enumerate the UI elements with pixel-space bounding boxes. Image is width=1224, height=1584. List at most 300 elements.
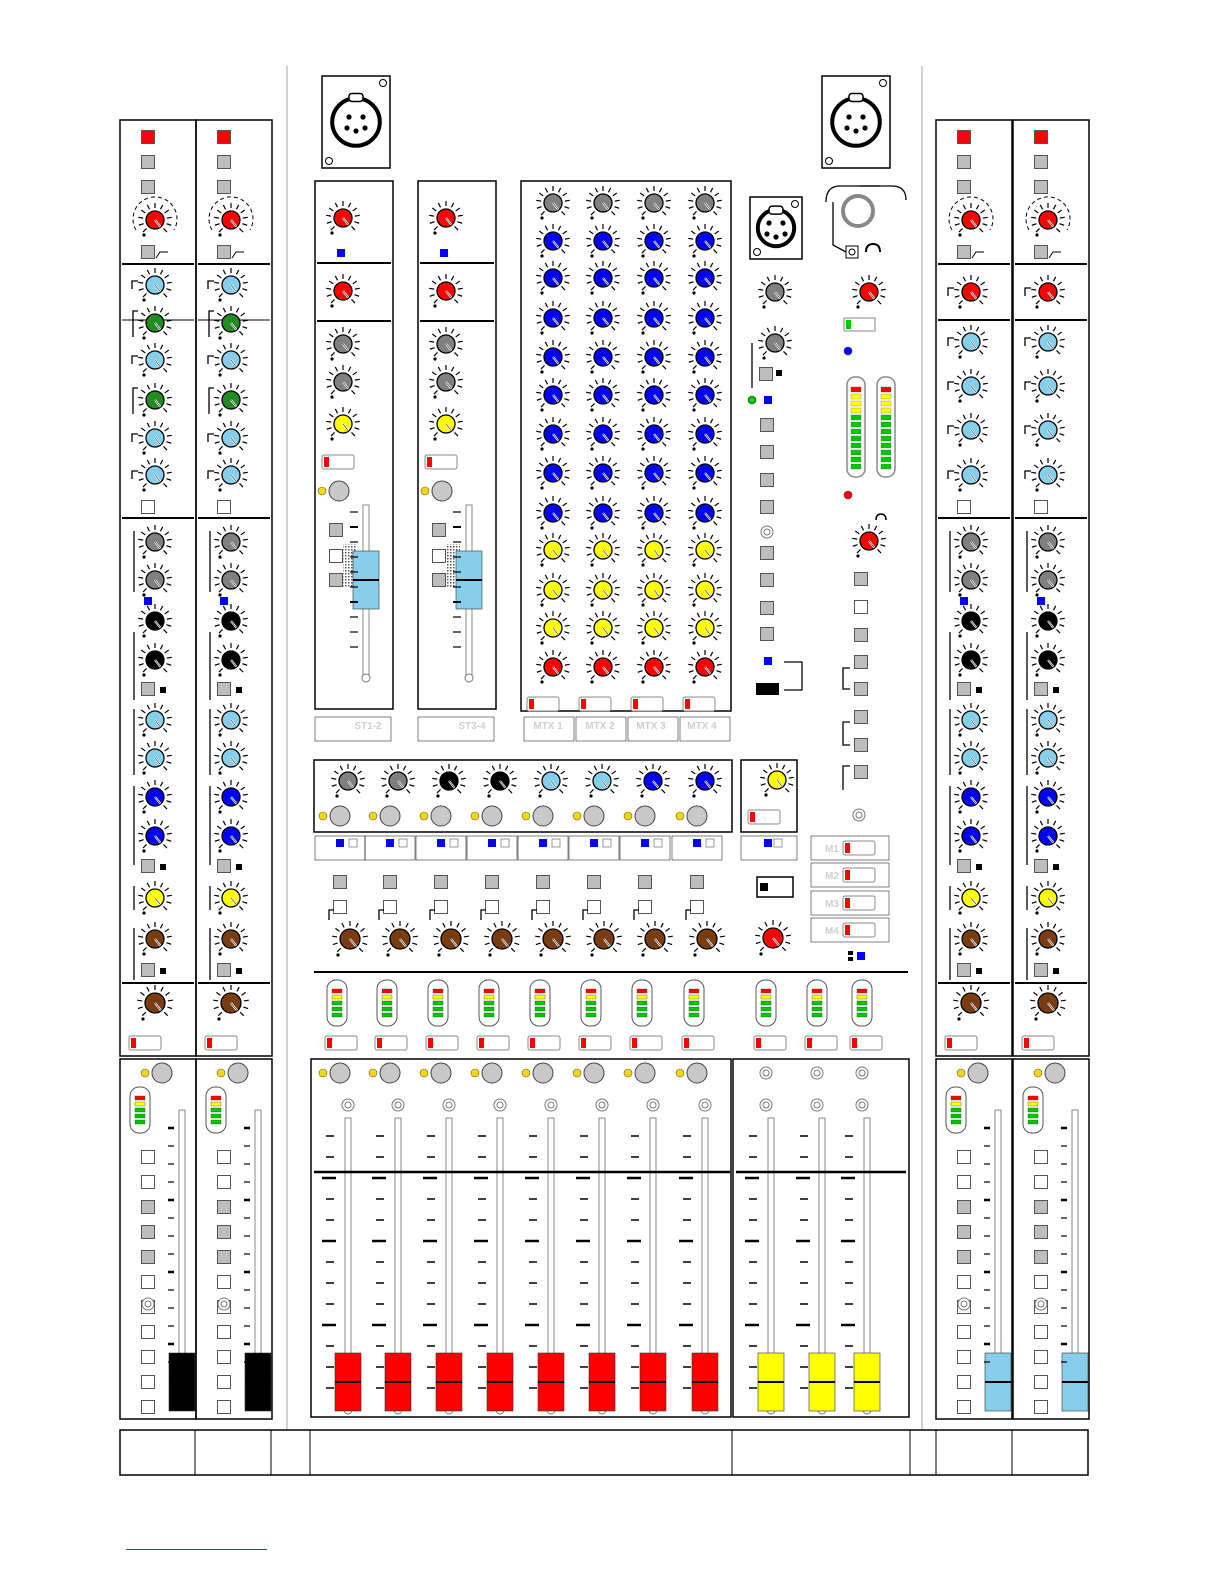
knob-icon[interactable] [214, 203, 248, 237]
select-button[interactable] [482, 806, 502, 826]
knob-icon[interactable] [214, 881, 248, 915]
switch-button[interactable] [761, 419, 774, 432]
knob-icon[interactable] [954, 203, 988, 237]
knob-icon[interactable] [637, 301, 671, 335]
knob-icon[interactable] [214, 741, 248, 775]
knob-icon[interactable] [214, 604, 248, 638]
knob-icon[interactable] [637, 496, 671, 530]
switch-button[interactable] [958, 683, 971, 696]
mute-switch[interactable] [843, 923, 875, 937]
knob-icon[interactable] [585, 764, 619, 798]
knob-icon[interactable] [137, 985, 173, 1021]
switch-button[interactable] [218, 683, 231, 696]
blue-indicator-button[interactable] [590, 839, 598, 847]
knob-icon[interactable] [138, 525, 172, 559]
switch-button[interactable] [142, 246, 155, 259]
switch-button[interactable] [1035, 860, 1048, 873]
switch-button[interactable] [218, 156, 231, 169]
switch-button[interactable] [218, 501, 231, 514]
switch-button[interactable] [142, 131, 155, 144]
switch-button[interactable] [761, 446, 774, 459]
switch-button[interactable] [958, 1351, 971, 1364]
knob-icon[interactable] [637, 340, 671, 374]
knob-icon[interactable] [536, 417, 570, 451]
mute-switch[interactable] [843, 841, 875, 855]
knob-icon[interactable] [758, 326, 792, 360]
switch-button[interactable] [142, 683, 155, 696]
knob-icon[interactable] [586, 611, 620, 645]
switch-button[interactable] [142, 860, 155, 873]
select-button[interactable] [635, 1063, 655, 1083]
switch-button[interactable] [855, 656, 868, 669]
fader-icon[interactable] [423, 1118, 462, 1414]
knob-icon[interactable] [1031, 525, 1065, 559]
knob-icon[interactable] [1031, 369, 1065, 403]
fader-icon[interactable] [474, 1118, 513, 1414]
knob-icon[interactable] [1031, 275, 1065, 309]
select-button[interactable] [687, 1063, 707, 1083]
mute-switch[interactable] [683, 697, 715, 711]
switch-button[interactable] [761, 628, 774, 641]
switch-button[interactable] [958, 1326, 971, 1339]
switch-button[interactable] [537, 876, 550, 889]
knob-icon[interactable] [637, 224, 671, 258]
mute-switch[interactable] [843, 868, 875, 882]
knob-icon[interactable] [214, 703, 248, 737]
knob-icon[interactable] [483, 764, 517, 798]
knob-icon[interactable] [536, 650, 570, 684]
knob-icon[interactable] [326, 407, 360, 441]
knob-icon[interactable] [586, 417, 620, 451]
knob-icon[interactable] [214, 343, 248, 377]
knob-icon[interactable] [954, 819, 988, 853]
select-button[interactable] [584, 1063, 604, 1083]
switch-button[interactable] [958, 1226, 971, 1239]
knob-icon[interactable] [429, 407, 463, 441]
knob-icon[interactable] [637, 533, 671, 567]
knob-icon[interactable] [429, 201, 463, 235]
knob-icon[interactable] [536, 186, 570, 220]
knob-icon[interactable] [954, 275, 988, 309]
mute-switch[interactable] [322, 455, 354, 469]
blue-indicator-button[interactable] [337, 249, 345, 257]
switch-button[interactable] [760, 368, 773, 381]
select-button[interactable] [1045, 1063, 1065, 1083]
knob-icon[interactable] [536, 224, 570, 258]
switch-button[interactable] [218, 181, 231, 194]
knob-icon[interactable] [758, 275, 792, 309]
knob-icon[interactable] [688, 417, 722, 451]
switch-button[interactable] [1035, 1226, 1048, 1239]
mute-switch[interactable] [754, 1036, 786, 1050]
mute-switch[interactable] [682, 1036, 714, 1050]
switch-button[interactable] [433, 550, 446, 563]
knob-icon[interactable] [1031, 325, 1065, 359]
knob-icon[interactable] [536, 261, 570, 295]
knob-icon[interactable] [1031, 780, 1065, 814]
blue-indicator-button[interactable] [693, 839, 701, 847]
switch-button[interactable] [958, 1176, 971, 1189]
knob-icon[interactable] [954, 563, 988, 597]
fader-icon[interactable] [1062, 1110, 1088, 1411]
knob-icon[interactable] [326, 201, 360, 235]
select-button[interactable] [533, 1063, 553, 1083]
switch-button[interactable] [1035, 964, 1048, 977]
switch-button[interactable] [433, 574, 446, 587]
knob-icon[interactable] [688, 378, 722, 412]
knob-icon[interactable] [688, 764, 722, 798]
knob-icon[interactable] [332, 921, 368, 957]
switch-button[interactable] [142, 1251, 155, 1264]
knob-icon[interactable] [138, 268, 172, 302]
knob-icon[interactable] [536, 573, 570, 607]
switch-button[interactable] [1035, 1276, 1048, 1289]
switch-button[interactable] [1035, 1251, 1048, 1264]
fader-icon[interactable] [245, 1110, 271, 1411]
knob-icon[interactable] [586, 186, 620, 220]
switch-button[interactable] [218, 1401, 231, 1414]
knob-icon[interactable] [535, 921, 571, 957]
knob-icon[interactable] [586, 650, 620, 684]
switch-button[interactable] [435, 876, 448, 889]
knob-icon[interactable] [953, 985, 989, 1021]
knob-icon[interactable] [138, 780, 172, 814]
blue-indicator-button[interactable] [764, 396, 772, 404]
knob-icon[interactable] [637, 186, 671, 220]
knob-icon[interactable] [954, 881, 988, 915]
knob-icon[interactable] [536, 611, 570, 645]
fader-icon[interactable] [353, 505, 379, 682]
knob-icon[interactable] [138, 643, 172, 677]
switch-button[interactable] [855, 601, 868, 614]
switch-button[interactable] [958, 1401, 971, 1414]
knob-icon[interactable] [326, 327, 360, 361]
fader-icon[interactable] [679, 1118, 718, 1414]
knob-icon[interactable] [536, 533, 570, 567]
switch-button[interactable] [334, 876, 347, 889]
switch-button[interactable] [218, 860, 231, 873]
knob-icon[interactable] [586, 456, 620, 490]
switch-button[interactable] [958, 501, 971, 514]
mute-switch[interactable] [129, 1036, 161, 1050]
knob-icon[interactable] [688, 261, 722, 295]
switch-button[interactable] [958, 156, 971, 169]
knob-icon[interactable] [138, 421, 172, 455]
knob-icon[interactable] [586, 340, 620, 374]
knob-icon[interactable] [138, 741, 172, 775]
knob-icon[interactable] [1031, 741, 1065, 775]
knob-icon[interactable] [1030, 985, 1066, 1021]
select-button[interactable] [329, 481, 349, 501]
knob-icon[interactable] [689, 921, 725, 957]
knob-icon[interactable] [138, 306, 172, 340]
blue-indicator-button[interactable] [641, 839, 649, 847]
knob-icon[interactable] [1031, 563, 1065, 597]
switch-button[interactable] [384, 901, 397, 914]
knob-icon[interactable] [1031, 413, 1065, 447]
mute-switch[interactable] [843, 896, 875, 910]
knob-icon[interactable] [326, 274, 360, 308]
knob-icon[interactable] [214, 525, 248, 559]
switch-button[interactable] [588, 901, 601, 914]
switch-button[interactable] [330, 524, 343, 537]
switch-button[interactable] [958, 1276, 971, 1289]
knob-icon[interactable] [688, 533, 722, 567]
knob-icon[interactable] [586, 301, 620, 335]
fader-icon[interactable] [745, 1118, 784, 1414]
blue-indicator-button[interactable] [386, 839, 394, 847]
switch-button[interactable] [1035, 181, 1048, 194]
blue-indicator-button[interactable] [220, 597, 228, 605]
switch-button[interactable] [639, 876, 652, 889]
mute-switch[interactable] [528, 1036, 560, 1050]
mute-switch[interactable] [631, 697, 663, 711]
knob-icon[interactable] [1031, 922, 1065, 956]
switch-button[interactable] [1035, 683, 1048, 696]
fader-icon[interactable] [169, 1110, 195, 1411]
knob-icon[interactable] [214, 306, 248, 340]
knob-icon[interactable] [138, 563, 172, 597]
fader-icon[interactable] [456, 505, 482, 682]
knob-icon[interactable] [637, 573, 671, 607]
select-button[interactable] [584, 806, 604, 826]
fader-icon[interactable] [627, 1118, 666, 1414]
blue-indicator-button[interactable] [440, 249, 448, 257]
switch-button[interactable] [218, 131, 231, 144]
knob-icon[interactable] [213, 985, 249, 1021]
knob-icon[interactable] [1031, 203, 1065, 237]
blue-indicator-button[interactable] [857, 952, 865, 960]
select-button[interactable] [330, 1063, 350, 1083]
mute-switch[interactable] [1022, 1036, 1054, 1050]
knob-icon[interactable] [688, 611, 722, 645]
knob-icon[interactable] [688, 224, 722, 258]
knob-icon[interactable] [954, 525, 988, 559]
switch-button[interactable] [1035, 1201, 1048, 1214]
switch-button[interactable] [142, 1176, 155, 1189]
switch-button[interactable] [218, 1226, 231, 1239]
knob-icon[interactable] [760, 763, 794, 797]
blue-indicator-button[interactable] [144, 597, 152, 605]
switch-button[interactable] [142, 1201, 155, 1214]
switch-button[interactable] [537, 901, 550, 914]
knob-icon[interactable] [637, 417, 671, 451]
switch-button[interactable] [218, 1326, 231, 1339]
switch-button[interactable] [1035, 1401, 1048, 1414]
knob-icon[interactable] [484, 921, 520, 957]
knob-icon[interactable] [954, 413, 988, 447]
switch-button[interactable] [218, 1176, 231, 1189]
switch-button[interactable] [958, 131, 971, 144]
knob-icon[interactable] [636, 764, 670, 798]
knob-icon[interactable] [586, 378, 620, 412]
switch-button[interactable] [855, 629, 868, 642]
mono-switch[interactable] [756, 683, 779, 695]
switch-button[interactable] [1035, 156, 1048, 169]
knob-icon[interactable] [138, 604, 172, 638]
fader-icon[interactable] [576, 1118, 615, 1414]
switch-button[interactable] [1035, 1376, 1048, 1389]
switch-button[interactable] [142, 1326, 155, 1339]
switch-button[interactable] [958, 964, 971, 977]
switch-button[interactable] [142, 1376, 155, 1389]
knob-icon[interactable] [214, 780, 248, 814]
knob-icon[interactable] [688, 301, 722, 335]
switch-button[interactable] [958, 1151, 971, 1164]
switch-button[interactable] [1035, 501, 1048, 514]
switch-button[interactable] [588, 876, 601, 889]
knob-icon[interactable] [433, 921, 469, 957]
knob-icon[interactable] [214, 383, 248, 417]
switch-button[interactable] [433, 524, 446, 537]
knob-icon[interactable] [214, 458, 248, 492]
switch-button[interactable] [761, 547, 774, 560]
switch-button[interactable] [958, 1376, 971, 1389]
knob-icon[interactable] [536, 496, 570, 530]
select-button[interactable] [431, 806, 451, 826]
knob-icon[interactable] [586, 573, 620, 607]
switch-button[interactable] [218, 1201, 231, 1214]
mute-switch[interactable] [579, 697, 611, 711]
knob-icon[interactable] [954, 604, 988, 638]
knob-icon[interactable] [637, 456, 671, 490]
knob-icon[interactable] [536, 378, 570, 412]
knob-icon[interactable] [536, 456, 570, 490]
knob-icon[interactable] [382, 921, 418, 957]
knob-icon[interactable] [536, 340, 570, 374]
blue-indicator-button[interactable] [336, 839, 344, 847]
select-button[interactable] [533, 806, 553, 826]
knob-icon[interactable] [954, 741, 988, 775]
mute-switch[interactable] [425, 455, 457, 469]
switch-button[interactable] [142, 964, 155, 977]
switch-button[interactable] [384, 876, 397, 889]
switch-button[interactable] [218, 1276, 231, 1289]
select-button[interactable] [228, 1063, 248, 1083]
switch-button[interactable] [486, 876, 499, 889]
switch-button[interactable] [958, 1251, 971, 1264]
blue-indicator-button[interactable] [764, 657, 772, 665]
switch-button[interactable] [691, 901, 704, 914]
switch-button[interactable] [334, 901, 347, 914]
knob-icon[interactable] [852, 275, 886, 309]
knob-icon[interactable] [1031, 819, 1065, 853]
switch-button[interactable] [142, 1276, 155, 1289]
blue-indicator-button[interactable] [539, 839, 547, 847]
knob-icon[interactable] [954, 922, 988, 956]
switch-button[interactable] [855, 739, 868, 752]
switch-button[interactable] [330, 574, 343, 587]
knob-icon[interactable] [214, 563, 248, 597]
select-button[interactable] [687, 806, 707, 826]
knob-icon[interactable] [688, 573, 722, 607]
select-button[interactable] [432, 481, 452, 501]
knob-icon[interactable] [586, 261, 620, 295]
select-button[interactable] [431, 1063, 451, 1083]
fader-icon[interactable] [525, 1118, 564, 1414]
select-button[interactable] [482, 1063, 502, 1083]
switch-button[interactable] [218, 246, 231, 259]
knob-icon[interactable] [1031, 458, 1065, 492]
knob-icon[interactable] [954, 369, 988, 403]
switch-button[interactable] [218, 1251, 231, 1264]
blue-indicator-button[interactable] [1037, 597, 1045, 605]
select-button[interactable] [330, 806, 350, 826]
fader-icon[interactable] [985, 1110, 1011, 1411]
select-button[interactable] [968, 1063, 988, 1083]
knob-icon[interactable] [755, 920, 791, 956]
knob-icon[interactable] [432, 764, 466, 798]
switch-button[interactable] [142, 1151, 155, 1164]
select-button[interactable] [380, 1063, 400, 1083]
switch-button[interactable] [142, 1226, 155, 1239]
meter-bridge-switch[interactable] [757, 877, 793, 897]
knob-icon[interactable] [586, 533, 620, 567]
switch-button[interactable] [855, 711, 868, 724]
knob-icon[interactable] [214, 268, 248, 302]
switch-button[interactable] [761, 474, 774, 487]
knob-icon[interactable] [138, 881, 172, 915]
knob-icon[interactable] [534, 764, 568, 798]
knob-icon[interactable] [688, 340, 722, 374]
switch-button[interactable] [1035, 1176, 1048, 1189]
switch-button[interactable] [486, 901, 499, 914]
blue-indicator-button[interactable] [437, 839, 445, 847]
knob-icon[interactable] [1031, 881, 1065, 915]
knob-icon[interactable] [688, 186, 722, 220]
switch-button[interactable] [958, 1201, 971, 1214]
knob-icon[interactable] [214, 643, 248, 677]
knob-icon[interactable] [1031, 703, 1065, 737]
knob-icon[interactable] [954, 703, 988, 737]
switch-button[interactable] [330, 550, 343, 563]
switch-button[interactable] [218, 1351, 231, 1364]
knob-icon[interactable] [138, 383, 172, 417]
fader-icon[interactable] [322, 1118, 361, 1414]
switch-button[interactable] [1035, 1351, 1048, 1364]
switch-button[interactable] [761, 602, 774, 615]
mute-switch[interactable] [805, 1036, 837, 1050]
knob-icon[interactable] [637, 378, 671, 412]
switch-button[interactable] [958, 181, 971, 194]
knob-icon[interactable] [954, 458, 988, 492]
switch-button[interactable] [1035, 1151, 1048, 1164]
switch-button[interactable] [761, 574, 774, 587]
switch-button[interactable] [142, 501, 155, 514]
blue-indicator-button[interactable] [960, 597, 968, 605]
knob-icon[interactable] [429, 274, 463, 308]
mute-switch[interactable] [579, 1036, 611, 1050]
knob-icon[interactable] [586, 224, 620, 258]
switch-button[interactable] [639, 901, 652, 914]
knob-icon[interactable] [637, 921, 673, 957]
knob-icon[interactable] [138, 922, 172, 956]
switch-button[interactable] [855, 573, 868, 586]
knob-icon[interactable] [138, 819, 172, 853]
knob-icon[interactable] [326, 365, 360, 399]
knob-icon[interactable] [1031, 643, 1065, 677]
mute-switch[interactable] [325, 1036, 357, 1050]
knob-icon[interactable] [429, 365, 463, 399]
knob-icon[interactable] [214, 421, 248, 455]
switch-button[interactable] [691, 876, 704, 889]
mute-switch[interactable] [748, 810, 780, 824]
knob-icon[interactable] [954, 325, 988, 359]
knob-icon[interactable] [954, 780, 988, 814]
knob-icon[interactable] [586, 921, 622, 957]
knob-icon[interactable] [429, 327, 463, 361]
knob-icon[interactable] [214, 922, 248, 956]
